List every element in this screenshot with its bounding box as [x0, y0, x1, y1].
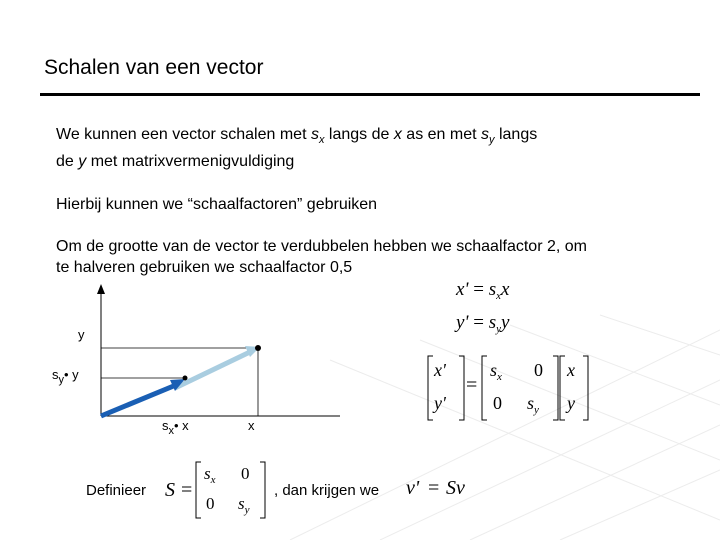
define-m12: 0 — [241, 464, 250, 483]
define-equals: = — [181, 479, 193, 501]
original-vector-endpoint — [183, 376, 188, 381]
matrix-m12: 0 — [534, 360, 543, 380]
matrix-m21: 0 — [493, 393, 502, 413]
define-equals-2: = — [428, 477, 440, 499]
p1-sx: $s_x$ — [310, 126, 325, 146]
define-label: Definieer — [86, 482, 147, 499]
p1-line2-a: de — [56, 153, 79, 170]
x-label: x — [248, 418, 255, 433]
paragraph-scale-factors: Hierbij kunnen we “schaalfactoren” gebruiken — [56, 196, 378, 213]
p1-x: x — [393, 126, 402, 143]
coordinate-axes — [101, 290, 340, 416]
p1-line2-b: met matrixvermenigvuldiging — [86, 153, 295, 170]
y-label: y — [78, 327, 85, 342]
matrix-lhs-top: x' — [434, 360, 446, 380]
p1-text-4: langs — [494, 126, 538, 143]
define-m22: $s_y$ — [238, 494, 250, 516]
p3-line1: Om de grootte van de vector te verdubbelen hebben we schaalfactor 2, om — [56, 238, 587, 255]
sx-x-label: $s_x•$ x — [162, 418, 189, 437]
matrix-v-bottom: y — [567, 393, 575, 413]
sy-y-label: $s_y•$ y — [52, 367, 79, 386]
scaled-vector-endpoint — [255, 345, 261, 351]
p1-sy: $s_y$ — [481, 126, 495, 146]
define-Sv: Sv — [446, 477, 465, 499]
matrix-equals: = — [466, 374, 478, 396]
page-title: Schalen van een vector — [44, 56, 264, 79]
p1-y: y — [78, 153, 87, 170]
define-m21: 0 — [206, 494, 215, 513]
define-v-prime: v' — [406, 477, 420, 499]
equation-x-prime: $x' = s_xx$ — [456, 279, 510, 302]
then-label: , dan krijgen we — [274, 482, 380, 499]
original-vector — [101, 385, 176, 416]
p3-line2: te halveren gebruiken we schaalfactor 0,5 — [56, 259, 353, 276]
scaled-vector — [175, 351, 252, 388]
p1-text-1: We kunnen een vector schalen met — [56, 126, 311, 143]
matrix-m11: $s_x$ — [490, 360, 502, 383]
p1-text-3: as en met — [401, 126, 482, 143]
background-grid — [290, 315, 720, 540]
matrix-m22: $s_y$ — [527, 393, 539, 416]
matrix-lhs-bottom: y' — [434, 393, 446, 413]
matrix-v-top: x — [567, 360, 575, 380]
define-S: S — [165, 479, 175, 501]
p1-text-2: langs de — [324, 126, 394, 143]
define-m11: $s_x$ — [204, 464, 216, 486]
y-axis-arrowhead — [97, 284, 105, 294]
equation-y-prime: $y' = s_yy$ — [456, 312, 510, 335]
